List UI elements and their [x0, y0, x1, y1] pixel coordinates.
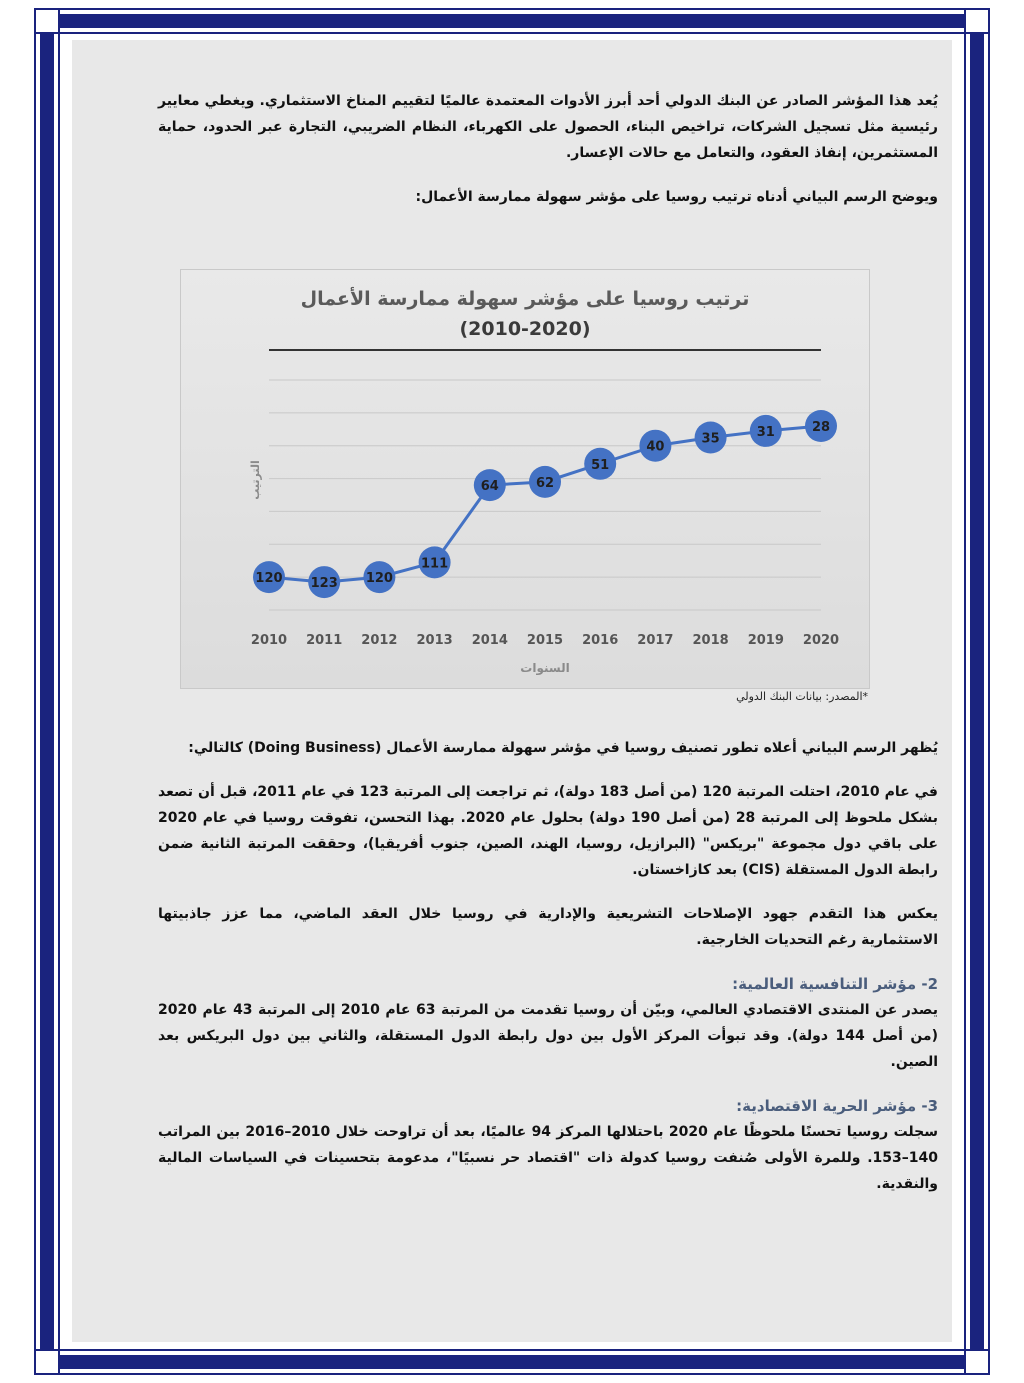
chart-source-note: *المصدر: بيانات البنك الدولي: [736, 690, 868, 703]
data-label: 28: [811, 420, 831, 435]
section-3-heading: 3- مؤشر الحرية الاقتصادية:: [736, 1097, 938, 1115]
intro-section: [158, 88, 938, 210]
intro-paragraph-2: ويوضح الرسم البياني أدناه ترتيب روسيا على مؤشر سهولة ممارسة الأعمال:: [415, 189, 938, 205]
x-tick-label: 2019: [747, 633, 784, 648]
data-label: 62: [535, 475, 555, 491]
data-label: 64: [480, 479, 499, 495]
ranking-chart: [180, 269, 870, 689]
section-2-body: يصدر عن المنتدى الاقتصادي العالمي، وبيّن أن روسيا تقدمت من المرتبة 63 عام 2010 إلى المرتبة 43 عام 2020 (من أصل 144 دولة). وقد تبوأت المركز الأول بين دول رابطة الدول المستقلة، والثاني بين دول البريكس بعد الصين.: [158, 1002, 938, 1070]
chart-subtitle: (2010-2020): [459, 318, 591, 340]
section-2-heading: 2- مؤشر التنافسية العالمية:: [732, 975, 938, 993]
x-tick-label: 2012: [361, 633, 398, 648]
corner-ornament-bottom-right: [964, 1349, 990, 1375]
analysis-paragraph-3: يعكس هذا التقدم جهود الإصلاحات التشريعية والإدارية في روسيا خلال العقد الماضي، مما عزز جاذبيتها الاستثمارية رغم التحديات الخارجية.: [158, 906, 938, 948]
data-label: 123: [310, 576, 338, 592]
analysis-section: [158, 735, 938, 1197]
x-tick-label: 2020: [802, 633, 840, 648]
corner-ornament-bottom-left: [34, 1349, 60, 1375]
data-label: 31: [756, 424, 775, 440]
analysis-paragraph-1: يُظهر الرسم البياني أعلاه تطور تصنيف روسيا في مؤشر سهولة ممارسة الأعمال (Doing Business) كالتالي:: [188, 740, 938, 756]
data-label: 35: [701, 431, 720, 447]
x-tick-label: 2014: [471, 633, 508, 648]
x-tick-label: 2016: [582, 633, 619, 648]
corner-ornament-top-right: [964, 8, 990, 34]
data-label: 120: [365, 571, 393, 587]
ranking-chart-svg: [181, 270, 869, 688]
x-tick-label: 2015: [526, 633, 564, 648]
x-tick-label: 2013: [416, 633, 453, 648]
page-body: [72, 40, 952, 1342]
y-axis-label: الترتيب: [249, 460, 262, 500]
analysis-paragraph-2: في عام 2010، احتلت المرتبة 120 (من أصل 183 دولة)، ثم تراجعت إلى المرتبة 123 في عام 2011، قبل أن تصعد بشكل ملحوظ إلى المرتبة 28 (من أصل 190 دولة) بحلول عام 2020. بهذا التحسن، تفوقت روسيا في عام 2020 على باقي دول مجموعة "بريكس" (البرازيل، روسيا، الهند، الصين، جنوب أفريقيا)، وحققت المرتبة الثانية ضمن رابطة الدول المستقلة (CIS) بعد كازاخستان.: [158, 784, 938, 878]
x-tick-label: 2011: [306, 633, 343, 648]
data-label: 120: [255, 571, 283, 587]
data-label: 111: [421, 556, 449, 572]
series-line: [269, 426, 821, 582]
data-label: 51: [591, 457, 610, 473]
intro-paragraph-1: يُعد هذا المؤشر الصادر عن البنك الدولي أحد أبرز الأدوات المعتمدة عالميًا لتقييم المناخ الاستثماري. ويغطي معايير رئيسية مثل تسجيل الشركات، تراخيص البناء، الحصول على الكهرباء، النظام الضريبي، التجارة عبر الحدود، حماية المستثمرين، إنفاذ العقود، والتعامل مع حالات الإعسار.: [158, 93, 938, 161]
data-label: 40: [646, 439, 665, 455]
x-tick-label: 2018: [692, 633, 729, 648]
chart-title: ترتيب روسيا على مؤشر سهولة ممارسة الأعمال: [300, 288, 750, 310]
corner-ornament-top-left: [34, 8, 60, 34]
x-tick-label: 2017: [637, 633, 674, 648]
x-tick-label: 2010: [250, 633, 288, 648]
section-3-body: سجلت روسيا تحسنًا ملحوظًا عام 2020 باحتلالها المركز 94 عالميًا، بعد أن تراوحت خلال 2010–2016 بين المراتب 140–153. وللمرة الأولى صُنفت روسيا كدولة ذات "اقتصاد حر نسبيًا"، مدعومة بتحسينات في السياسات المالية والنقدية.: [158, 1124, 938, 1192]
x-axis-label: السنوات: [520, 661, 570, 675]
